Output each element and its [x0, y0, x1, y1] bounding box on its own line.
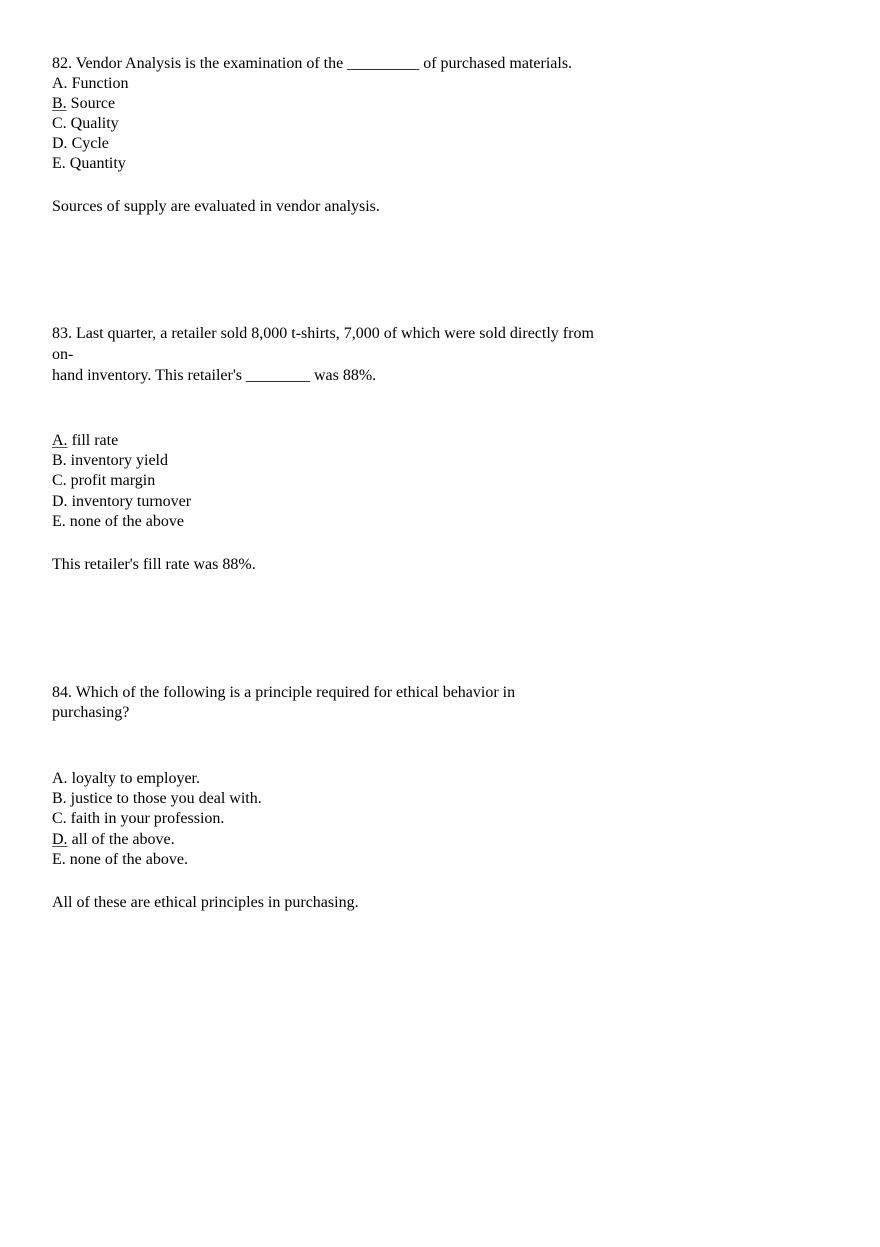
option-letter: B. — [52, 452, 67, 469]
question-82-explanation: Sources of supply are evaluated in vendor analysis. — [52, 198, 380, 215]
question-84-option-b — [52, 789, 262, 809]
question-84-prompt: 84. Which of the following is a principle required for ethical behavior in — [52, 684, 516, 701]
option-text: inventory turnover — [67, 493, 192, 510]
option-text: all of the above. — [67, 831, 175, 848]
option-text: inventory yield — [66, 452, 168, 469]
option-text: Source — [66, 95, 116, 112]
option-text: Function — [67, 75, 129, 92]
option-letter: E. — [52, 851, 66, 868]
option-text: none of the above — [65, 513, 184, 530]
option-text: loyalty to employer. — [67, 770, 200, 787]
question-83-prompt: 83. Last quarter, a retailer sold 8,000 t-shirts, 7,000 of which were sold directly from — [52, 325, 594, 342]
question-84-option-c — [52, 809, 224, 829]
question-83-explanation: This retailer's fill rate was 88%. — [52, 556, 256, 573]
option-text: profit margin — [66, 472, 156, 489]
question-82-prompt: 82. Vendor Analysis is the examination of the _________ of purchased materials. — [52, 55, 573, 72]
option-text: fill rate — [67, 432, 119, 449]
option-letter: D. — [52, 135, 68, 152]
question-83-prompt: hand inventory. This retailer's ________ was 88%. — [52, 367, 377, 384]
option-letter: E. — [52, 155, 66, 172]
option-letter: A. — [52, 75, 68, 92]
question-84-option-d — [52, 830, 175, 850]
option-text: Quality — [66, 115, 119, 132]
option-text: none of the above. — [65, 851, 188, 868]
question-82-option-e — [52, 154, 126, 174]
question-84-explanation: All of these are ethical principles in purchasing. — [52, 894, 359, 911]
question-83-prompt: on- — [52, 346, 74, 363]
question-82-option-b — [52, 94, 115, 114]
option-letter: C. — [52, 472, 67, 489]
correct-answer-marker: B. — [52, 95, 67, 112]
question-83-option-e — [52, 512, 184, 532]
option-letter: A. — [52, 770, 68, 787]
question-83-option-a — [52, 431, 118, 451]
question-82-option-d — [52, 134, 109, 154]
correct-answer-marker: A. — [52, 432, 68, 449]
correct-answer-marker: D. — [52, 831, 68, 848]
option-text: Cycle — [67, 135, 109, 152]
question-82-option-c — [52, 114, 119, 134]
option-text: faith in your profession. — [66, 810, 225, 827]
question-84-option-a — [52, 769, 200, 789]
option-letter: E. — [52, 513, 66, 530]
option-text: Quantity — [65, 155, 126, 172]
question-83-option-b — [52, 451, 168, 471]
option-letter: D. — [52, 493, 68, 510]
option-letter: C. — [52, 810, 67, 827]
option-letter: C. — [52, 115, 67, 132]
question-82-option-a — [52, 74, 128, 94]
question-84-option-e — [52, 850, 188, 870]
option-letter: B. — [52, 790, 67, 807]
question-84-prompt: purchasing? — [52, 704, 130, 721]
option-text: justice to those you deal with. — [66, 790, 262, 807]
question-83-option-d — [52, 492, 191, 512]
question-83-option-c — [52, 471, 155, 491]
